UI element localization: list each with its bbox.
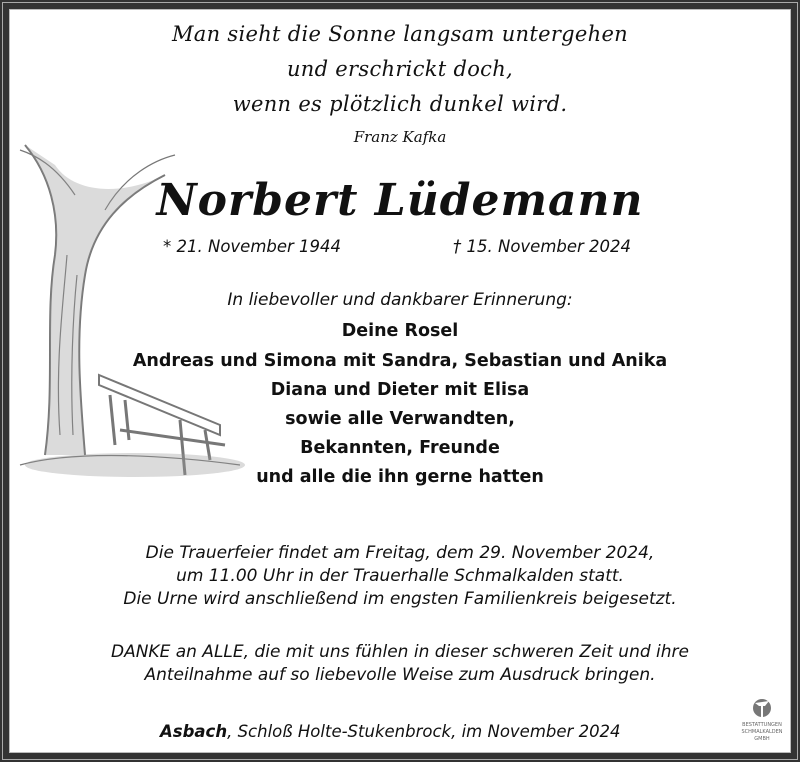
death-date: † 15. November 2024 bbox=[453, 237, 632, 256]
closing-place: Asbach bbox=[160, 722, 228, 741]
birth-date: * 21. November 1944 bbox=[163, 237, 342, 256]
funeral-home-emblem-icon bbox=[751, 697, 773, 719]
logo-line: GMBH bbox=[754, 736, 770, 742]
mourner-line: Andreas und Simona mit Sandra, Sebastian und Anika bbox=[132, 351, 668, 371]
funeral-line: Die Trauerfeier findet am Freitag, dem 29. November 2024, bbox=[145, 543, 655, 563]
quote-line-3: wenn es plötzlich dunkel wird. bbox=[232, 92, 568, 116]
logo-line: BESTATTUNGEN bbox=[742, 722, 782, 728]
deceased-name: Norbert Lüdemann bbox=[156, 175, 644, 226]
quote-line-1: Man sieht die Sonne langsam untergehen bbox=[171, 22, 629, 46]
mourner-line: und alle die ihn gerne hatten bbox=[256, 467, 544, 487]
quote-line-2: und erschrickt doch, bbox=[286, 57, 514, 81]
mourner-line: Diana und Dieter mit Elisa bbox=[270, 380, 530, 400]
closing-line bbox=[160, 722, 621, 741]
logo-line: SCHMALKALDEN bbox=[741, 729, 783, 735]
closing-rest: , Schloß Holte-Stukenbrock, im November 2024 bbox=[227, 722, 621, 741]
thanks-line: DANKE an ALLE, die mit uns fühlen in dieser schweren Zeit und ihre bbox=[110, 642, 690, 662]
mourner-line: Deine Rosel bbox=[341, 321, 459, 341]
mourner-line: sowie alle Verwandten, bbox=[285, 409, 515, 429]
funeral-home-logo bbox=[732, 697, 792, 743]
thanks-line: Anteilnahme auf so liebevolle Weise zum Ausdruck bringen. bbox=[144, 665, 656, 685]
quote-author: Franz Kafka bbox=[353, 128, 447, 146]
funeral-line: Die Urne wird anschließend im engsten Familienkreis beigesetzt. bbox=[123, 589, 677, 609]
funeral-line: um 11.00 Uhr in der Trauerhalle Schmalkalden statt. bbox=[176, 566, 624, 586]
mourner-line: Bekannten, Freunde bbox=[300, 438, 500, 458]
mourners-intro: In liebevoller und dankbarer Erinnerung: bbox=[227, 290, 573, 310]
